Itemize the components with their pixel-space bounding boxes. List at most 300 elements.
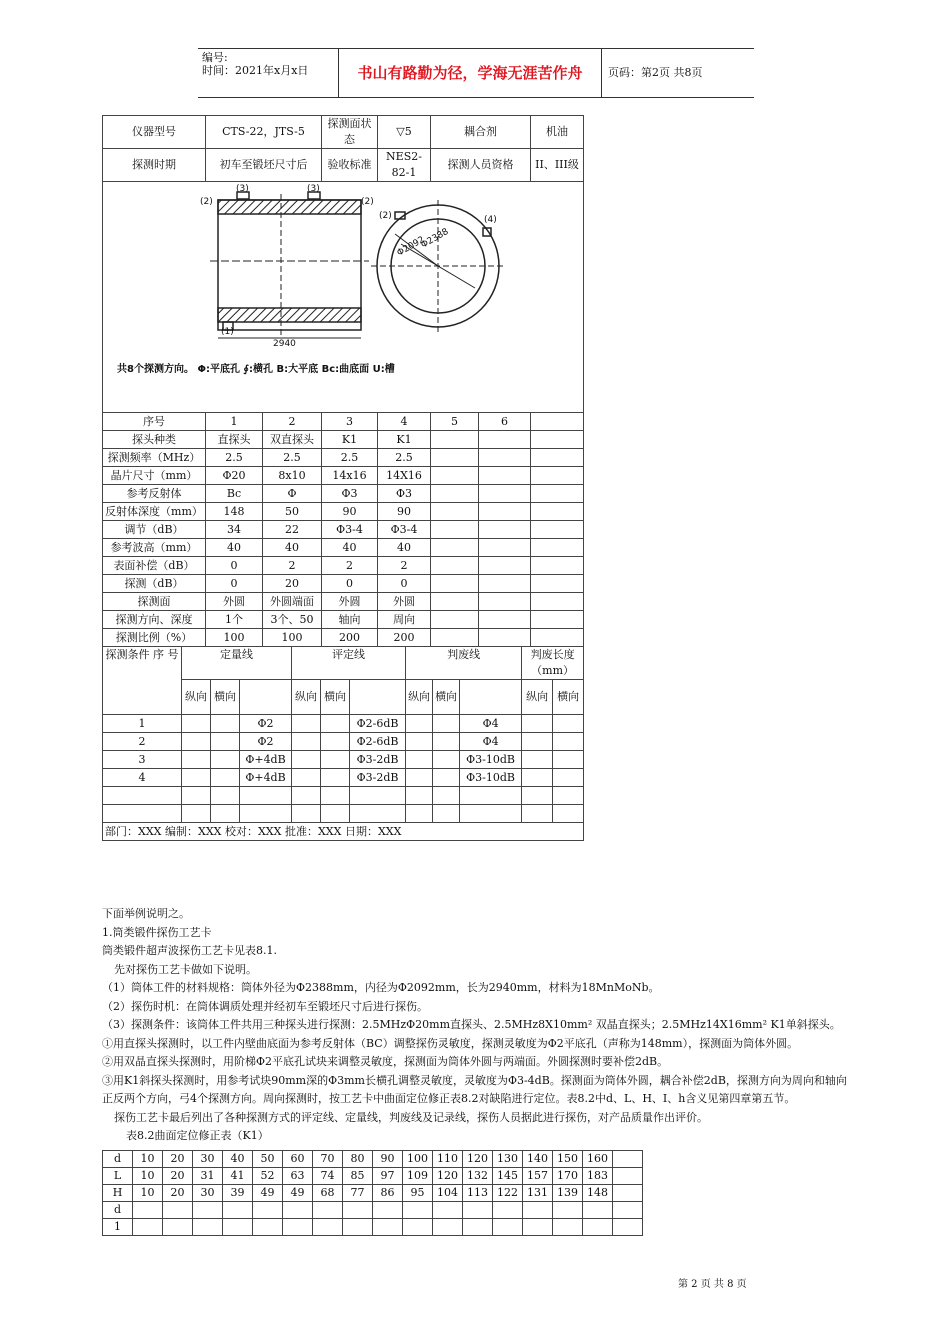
cell <box>406 805 433 823</box>
cell <box>350 787 406 805</box>
cell: 40 <box>378 539 431 557</box>
cell <box>479 521 531 539</box>
cell <box>253 1202 283 1219</box>
cell: 30 <box>193 1185 223 1202</box>
cell: 3 <box>103 751 182 769</box>
cell: 70 <box>313 1151 343 1168</box>
cell <box>193 1219 223 1236</box>
cell: 120 <box>433 1168 463 1185</box>
cell <box>553 805 584 823</box>
cell <box>463 1202 493 1219</box>
cell <box>523 1202 553 1219</box>
cell <box>522 787 553 805</box>
group-header: 判废长度（mm） <box>522 647 584 680</box>
table-row <box>103 503 584 521</box>
cell: 49 <box>253 1185 283 1202</box>
cell: 4 <box>103 769 182 787</box>
cell: 22 <box>263 521 322 539</box>
cell <box>613 1151 643 1168</box>
cell: 8x10 <box>263 467 322 485</box>
time-label: 时间：2021年x月x日 <box>202 64 309 77</box>
cell: 100 <box>403 1151 433 1168</box>
cell: Φ3-2dB <box>350 769 406 787</box>
cylinder-diagram <box>103 182 582 410</box>
fig-label: (3) <box>236 184 249 194</box>
cell <box>613 1202 643 1219</box>
cell: 探测面状态 <box>322 116 378 149</box>
correction-table <box>102 1150 643 1236</box>
cell: 200 <box>322 629 378 647</box>
cell: 90 <box>378 503 431 521</box>
cell <box>479 575 531 593</box>
cell: 148 <box>206 503 263 521</box>
cell <box>531 575 584 593</box>
paragraph: ①用直探头探测时，以工件内壁曲底面为参考反射体（BC）调整探伤灵敏度，探测灵敏度为Φ2平底孔（声称为148mm），探测面为筒体外圆。 <box>102 1036 799 1050</box>
table-row <box>103 769 584 787</box>
cell <box>373 1202 403 1219</box>
cell <box>431 611 479 629</box>
cell <box>193 1202 223 1219</box>
cell: Φ3-10dB <box>460 751 522 769</box>
cell <box>253 1219 283 1236</box>
cell <box>479 539 531 557</box>
cell <box>531 467 584 485</box>
cell <box>522 715 553 733</box>
cell <box>479 467 531 485</box>
cell <box>479 431 531 449</box>
cell: 20 <box>163 1168 193 1185</box>
cell: 95 <box>403 1185 433 1202</box>
cell: 1 <box>103 715 182 733</box>
cell: K1 <box>322 431 378 449</box>
cell <box>103 805 182 823</box>
page-header <box>198 48 754 98</box>
probe-rows <box>103 413 584 647</box>
cell: 20 <box>263 575 322 593</box>
cell: 74 <box>313 1168 343 1185</box>
group-header: 评定线 <box>292 647 406 680</box>
cell <box>431 485 479 503</box>
cell <box>343 1202 373 1219</box>
cell: Bc <box>206 485 263 503</box>
cell: Φ3 <box>322 485 378 503</box>
paragraph: （2）探伤时机：在筒体调质处理并经初车至锻坯尺寸后进行探伤。 <box>102 999 428 1013</box>
paragraph: 筒类锻件超声波探伤工艺卡见表8.1. <box>102 944 277 957</box>
fig-label: (4) <box>484 215 497 225</box>
cell: 86 <box>373 1185 403 1202</box>
paragraph: 探伤工艺卡最后列出了各种探测方式的评定线、定量线，判废线及记录线，探伤人员据此进行探伤，对产品质量作出评价。 <box>114 1110 708 1124</box>
cell <box>479 629 531 647</box>
cell <box>553 1202 583 1219</box>
cell: 1个 <box>206 611 263 629</box>
cell <box>403 1202 433 1219</box>
cell: d <box>103 1202 133 1219</box>
cell <box>433 1219 463 1236</box>
cell <box>406 715 433 733</box>
cell: 110 <box>433 1151 463 1168</box>
cell: Φ2 <box>240 733 292 751</box>
cell <box>240 680 292 715</box>
cell <box>553 787 584 805</box>
cell: 40 <box>263 539 322 557</box>
cell <box>211 751 240 769</box>
cell <box>531 557 584 575</box>
cell: 50 <box>263 503 322 521</box>
cell: 68 <box>313 1185 343 1202</box>
cell <box>321 805 350 823</box>
cell: K1 <box>378 431 431 449</box>
cell: 验收标准 <box>322 149 378 182</box>
cell <box>553 751 584 769</box>
cell <box>613 1219 643 1236</box>
fig-label: (2) <box>361 197 374 207</box>
cell: 90 <box>322 503 378 521</box>
cell: 100 <box>206 629 263 647</box>
cell: 4 <box>378 413 431 431</box>
evaluation-table <box>102 646 584 841</box>
cell <box>182 805 211 823</box>
cell: 周向 <box>378 611 431 629</box>
figure-caption: 共8个探测方向。 Φ:平底孔 ∮:横孔 B:大平底 Bc:曲底面 U:槽 <box>117 364 395 375</box>
fig-label: Φ2092 <box>395 234 427 259</box>
cell: 14x16 <box>322 467 378 485</box>
cell: 2 <box>378 557 431 575</box>
cell <box>433 715 460 733</box>
cell <box>321 787 350 805</box>
cell <box>406 733 433 751</box>
cell <box>211 805 240 823</box>
cell: 初车至锻坯尺寸后 <box>206 149 322 182</box>
table-row <box>103 557 584 575</box>
cell <box>431 431 479 449</box>
cell: 148 <box>583 1185 613 1202</box>
paragraph: 1.筒类锻件探伤工艺卡 <box>102 925 212 939</box>
zong: 纵向 <box>292 680 321 715</box>
cell <box>479 557 531 575</box>
cell <box>343 1219 373 1236</box>
cell: 14X16 <box>378 467 431 485</box>
cell: 132 <box>463 1168 493 1185</box>
cell: 183 <box>583 1168 613 1185</box>
cell <box>531 431 584 449</box>
table-row <box>103 1185 643 1202</box>
eval-head-row <box>103 647 584 680</box>
cell <box>431 593 479 611</box>
cell: Φ+4dB <box>240 769 292 787</box>
table-row <box>103 521 584 539</box>
cell <box>531 539 584 557</box>
cell <box>292 805 321 823</box>
cell: 113 <box>463 1185 493 1202</box>
cell: 50 <box>253 1151 283 1168</box>
cell: Φ4 <box>460 733 522 751</box>
cell: 0 <box>378 575 431 593</box>
table-row <box>103 751 584 769</box>
table-row <box>103 805 584 823</box>
cell <box>406 751 433 769</box>
table-row <box>103 485 584 503</box>
cell: 1 <box>206 413 263 431</box>
cell <box>292 751 321 769</box>
cell: 外圆端面 <box>263 593 322 611</box>
cell <box>431 521 479 539</box>
body-text <box>102 905 852 1146</box>
cell <box>283 1202 313 1219</box>
cell: 130 <box>493 1151 523 1168</box>
cell <box>531 485 584 503</box>
table-row <box>103 1151 643 1168</box>
cell: 3个、50 <box>263 611 322 629</box>
cell <box>433 769 460 787</box>
cell <box>431 467 479 485</box>
cell: 77 <box>343 1185 373 1202</box>
table-row <box>103 715 584 733</box>
cell: NES2-82-1 <box>378 149 431 182</box>
cell: 仪器型号 <box>103 116 206 149</box>
cell: 10 <box>133 1185 163 1202</box>
cell: Φ2 <box>240 715 292 733</box>
cell <box>553 1219 583 1236</box>
card-row-1 <box>103 116 584 149</box>
cell <box>460 805 522 823</box>
cell <box>133 1202 163 1219</box>
cell: Φ2-6dB <box>350 715 406 733</box>
cell: 耦合剂 <box>431 116 531 149</box>
cell <box>522 805 553 823</box>
cell: 外圆 <box>206 593 263 611</box>
cell <box>182 769 211 787</box>
cell: 170 <box>553 1168 583 1185</box>
cell: 140 <box>523 1151 553 1168</box>
cell: 10 <box>133 1168 163 1185</box>
cell: 131 <box>523 1185 553 1202</box>
cell <box>240 787 292 805</box>
number-label: 编号: <box>202 51 228 64</box>
cell <box>523 1219 553 1236</box>
cell <box>460 680 522 715</box>
cell <box>433 733 460 751</box>
cell <box>493 1202 523 1219</box>
cell <box>433 751 460 769</box>
cell: 34 <box>206 521 263 539</box>
cell: 40 <box>223 1151 253 1168</box>
cell <box>103 787 182 805</box>
table-row <box>103 787 584 805</box>
cell <box>522 769 553 787</box>
cell: 机油 <box>531 116 584 149</box>
table-row <box>103 629 584 647</box>
heng: 横向 <box>321 680 350 715</box>
cell <box>433 787 460 805</box>
cell <box>350 680 406 715</box>
cell: 31 <box>193 1168 223 1185</box>
cell: 轴向 <box>322 611 378 629</box>
cell <box>406 787 433 805</box>
cell <box>211 769 240 787</box>
cell <box>182 715 211 733</box>
cell <box>431 557 479 575</box>
cell <box>433 805 460 823</box>
paragraph: ③用K1斜探头探测时，用参考试块90mm深的Φ3mm长横孔调整灵敏度，灵敏度为Φ3-4dB。探测面为筒体外圆，耦合补偿2dB，探测方向为周向和轴向正反两个方向，弓4个探测方向。周向探测时，按工艺卡中曲面定位修正表8.2对缺陷进行定位。表8.2中d、L、H、I、h含义见第四章第五节。 <box>102 1073 847 1105</box>
cell <box>583 1202 613 1219</box>
table-row <box>103 611 584 629</box>
table-row <box>103 431 584 449</box>
zong: 纵向 <box>182 680 211 715</box>
cell <box>240 805 292 823</box>
cell: ▽5 <box>378 116 431 149</box>
cell <box>431 503 479 521</box>
cell: II、III级 <box>531 149 584 182</box>
cell <box>350 805 406 823</box>
cell: 97 <box>373 1168 403 1185</box>
cell: 20 <box>163 1185 193 1202</box>
fig-label: Φ2388 <box>419 226 451 251</box>
cell: 探测（dB） <box>103 575 206 593</box>
cell <box>223 1219 253 1236</box>
cell <box>433 1202 463 1219</box>
cell: 109 <box>403 1168 433 1185</box>
cell: Φ <box>263 485 322 503</box>
cell: 41 <box>223 1168 253 1185</box>
cell: H <box>103 1185 133 1202</box>
fig-label: (2) <box>379 211 392 221</box>
cell <box>553 715 584 733</box>
cell: 85 <box>343 1168 373 1185</box>
cell <box>223 1202 253 1219</box>
cell <box>479 593 531 611</box>
cell: 2 <box>263 557 322 575</box>
heng: 横向 <box>211 680 240 715</box>
cell <box>163 1219 193 1236</box>
table-row <box>103 467 584 485</box>
table-row <box>103 449 584 467</box>
cell: 直探头 <box>206 431 263 449</box>
table-row <box>103 593 584 611</box>
cell: 52 <box>253 1168 283 1185</box>
cell: 探测比例（%） <box>103 629 206 647</box>
cell: 49 <box>283 1185 313 1202</box>
cell <box>211 715 240 733</box>
heng: 横向 <box>433 680 460 715</box>
fig-label: 2940 <box>273 339 296 349</box>
cell: 2.5 <box>378 449 431 467</box>
cell: 反射体深度（mm） <box>103 503 206 521</box>
cell <box>431 629 479 647</box>
cell: 60 <box>283 1151 313 1168</box>
table-caption: 表8.2曲面定位修正表（K1） <box>126 1129 269 1142</box>
cell: 200 <box>378 629 431 647</box>
cell: Φ3-4 <box>322 521 378 539</box>
cell: Φ2-6dB <box>350 733 406 751</box>
cell: 160 <box>583 1151 613 1168</box>
cell: 40 <box>322 539 378 557</box>
cell: 139 <box>553 1185 583 1202</box>
cell: 150 <box>553 1151 583 1168</box>
cell: 探测人员资格 <box>431 149 531 182</box>
paragraph: ②用双晶直探头探测时，用阶梯Φ2平底孔试块来调整灵敏度，探测面为筒体外圆与两端面。外圆探测时要补偿2dB。 <box>102 1055 669 1068</box>
cell <box>321 733 350 751</box>
cell: 120 <box>463 1151 493 1168</box>
cell <box>211 787 240 805</box>
paragraph: （1）筒体工件的材料规格：筒体外径为Φ2388mm，内径为Φ2092mm，长为2940mm，材料为18MnMoNb。 <box>102 981 660 994</box>
cell: 122 <box>493 1185 523 1202</box>
table-row <box>103 1219 643 1236</box>
cell <box>321 715 350 733</box>
cell: L <box>103 1168 133 1185</box>
cell: 63 <box>283 1168 313 1185</box>
card-footer: 部门：XXX 编制：XXX 校对：XXX 批准：XXX 日期：XXX <box>103 823 584 841</box>
cell: Φ3 <box>378 485 431 503</box>
cell: 参考波高（mm） <box>103 539 206 557</box>
cell: 外圆 <box>322 593 378 611</box>
cell <box>283 1219 313 1236</box>
cell: 2.5 <box>322 449 378 467</box>
fig-label: (3) <box>307 184 320 194</box>
cell: 5 <box>431 413 479 431</box>
cell <box>583 1219 613 1236</box>
cell: Φ+4dB <box>240 751 292 769</box>
cell: Φ3-4 <box>378 521 431 539</box>
cell: 2.5 <box>206 449 263 467</box>
table-row <box>103 1168 643 1185</box>
cell: 调节（dB） <box>103 521 206 539</box>
cell: 39 <box>223 1185 253 1202</box>
cell <box>613 1185 643 1202</box>
paragraph: 先对探伤工艺卡做如下说明。 <box>114 962 257 976</box>
cell: 80 <box>343 1151 373 1168</box>
header-meta <box>198 49 338 97</box>
cell: 0 <box>206 575 263 593</box>
cell: Φ20 <box>206 467 263 485</box>
fig-label: (2) <box>200 197 213 207</box>
cell <box>431 575 479 593</box>
table-row <box>103 539 584 557</box>
cell <box>313 1202 343 1219</box>
group-header: 定量线 <box>182 647 292 680</box>
fig-label: (1) <box>221 327 234 337</box>
cond-header: 探测条件 序 号 <box>103 647 182 715</box>
cell <box>493 1219 523 1236</box>
cell <box>211 733 240 751</box>
cell: 2 <box>322 557 378 575</box>
cell <box>479 449 531 467</box>
cell: 表面补偿（dB） <box>103 557 206 575</box>
cell: CTS-22，JTS-5 <box>206 116 322 149</box>
cell: 2 <box>103 733 182 751</box>
zong: 纵向 <box>406 680 433 715</box>
cell <box>163 1202 193 1219</box>
cell: 双直探头 <box>263 431 322 449</box>
cell: 0 <box>322 575 378 593</box>
page-label: 页码：第2页 共8页 <box>608 66 703 79</box>
page-footer: 第 2 页 共 8 页 <box>678 1279 747 1290</box>
cell: Φ3-10dB <box>460 769 522 787</box>
cell: 序号 <box>103 413 206 431</box>
motto: 书山有路勤为径，学海无涯苦作舟 <box>338 49 602 97</box>
cell <box>531 629 584 647</box>
cell <box>553 769 584 787</box>
cell <box>531 503 584 521</box>
cell: 30 <box>193 1151 223 1168</box>
cell <box>479 485 531 503</box>
cell: d <box>103 1151 133 1168</box>
cell: 2.5 <box>263 449 322 467</box>
cell <box>522 733 553 751</box>
cell: 2 <box>263 413 322 431</box>
cell <box>553 733 584 751</box>
cell: 探测面 <box>103 593 206 611</box>
cell <box>182 733 211 751</box>
